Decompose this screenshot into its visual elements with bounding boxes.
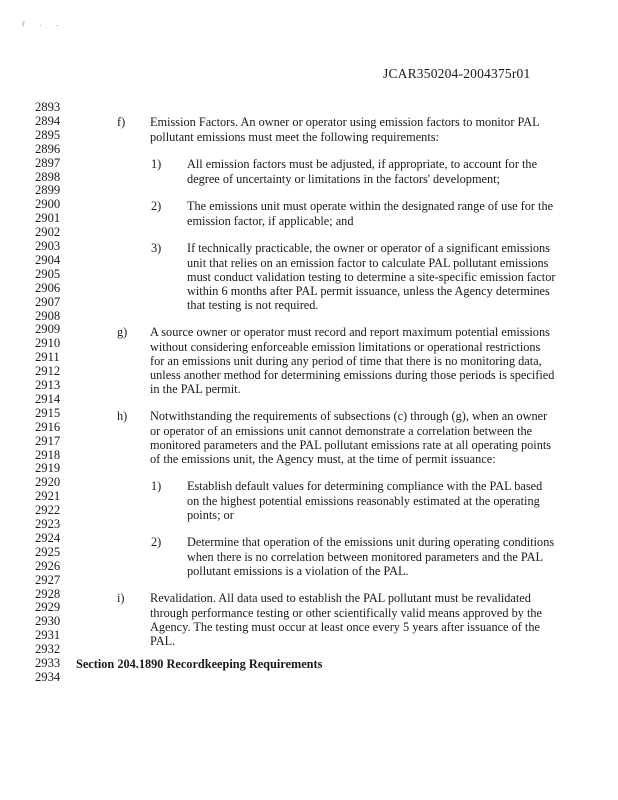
- line-number: 2917: [35, 433, 61, 448]
- subsection-i-line: PAL.: [150, 634, 176, 648]
- line-number: 2932: [35, 642, 61, 657]
- line-number: 2934: [35, 669, 61, 684]
- line-number: 2894: [35, 113, 61, 128]
- item-f3-line: If technically practicable, the owner or operator of a significant emissions: [187, 241, 550, 255]
- item-h2-label: 2): [151, 535, 162, 549]
- line-number: 2896: [35, 141, 61, 156]
- subsection-g-line: A source owner or operator must record and report maximum potential emissions: [150, 325, 550, 339]
- line-number: 2929: [35, 600, 61, 615]
- line-number: 2907: [35, 294, 61, 309]
- line-number: 2910: [35, 336, 61, 351]
- line-number: 2931: [35, 628, 61, 643]
- subsection-f-label: f): [117, 115, 126, 129]
- line-number: 2902: [35, 225, 61, 240]
- line-number: 2895: [35, 127, 61, 142]
- line-number: 2918: [35, 447, 61, 462]
- subsection-i-line: Agency. The testing must occur at least once every 5 years after issuance of the: [150, 620, 540, 634]
- line-number: 2920: [35, 475, 61, 490]
- line-number: 2903: [35, 239, 61, 253]
- item-h1-line: on the highest potential emissions reasonably estimated at the operating: [187, 494, 540, 508]
- document-id: JCAR350204-2004375r01: [383, 66, 531, 81]
- subsection-h-line: of the emissions unit, the Agency must, at the time of permit issuance:: [150, 452, 496, 466]
- line-number: 2925: [35, 544, 61, 559]
- subsection-i-line: through performance testing or other scientifically valid means approved by the: [150, 606, 543, 620]
- line-number: 2921: [35, 489, 61, 504]
- item-h1-line: Establish default values for determining compliance with the PAL based: [187, 479, 543, 493]
- line-number: 2901: [35, 211, 61, 226]
- item-f2-line: The emissions unit must operate within the designated range of use for the: [187, 199, 554, 213]
- line-number: 2906: [35, 280, 61, 295]
- subsection-h-label: h): [117, 409, 128, 423]
- item-f2-line: emission factor, if applicable; and: [187, 214, 354, 228]
- subsection-f-line: Emission Factors. An owner or operator using emission factors to monitor PAL: [150, 115, 540, 129]
- line-number: 2915: [35, 405, 61, 420]
- line-number: 2911: [35, 350, 60, 365]
- line-number: 2922: [35, 503, 61, 518]
- line-number: 2905: [35, 266, 61, 281]
- scan-corner-mark: r . .: [22, 18, 64, 28]
- item-h1-line: points; or: [187, 508, 234, 522]
- line-number: 2897: [35, 155, 61, 170]
- item-h2-line: when there is no correlation between monitored parameters and the PAL: [187, 550, 544, 564]
- line-number: 2930: [35, 614, 61, 629]
- subsection-g-line: for an emissions unit during any period of time that there is no monitoring data,: [150, 354, 542, 368]
- line-number: 2914: [35, 391, 61, 406]
- item-f3-label: 3): [151, 241, 162, 255]
- item-f3-line: must conduct validation testing to determine a site-specific emission factor: [187, 270, 556, 284]
- line-number: 2923: [35, 517, 61, 531]
- line-number: 2908: [35, 308, 61, 323]
- line-number: 2916: [35, 419, 61, 434]
- line-number: 2928: [35, 586, 61, 601]
- subsection-h-line: or operator of an emissions unit cannot demonstrate a correlation between the: [150, 424, 533, 438]
- subsection-i-line: Revalidation. All data used to establish the PAL pollutant must be revalidated: [150, 591, 531, 605]
- line-number: 2912: [35, 364, 61, 379]
- item-f3-line: that testing is not required.: [187, 298, 319, 312]
- subsection-g-line: without considering enforceable emission limitations or operational restrictions: [150, 340, 541, 354]
- subsection-f-line: pollutant emissions must meet the following requirements:: [150, 130, 439, 144]
- line-number: 2927: [35, 572, 61, 587]
- item-h2-line: pollutant emissions is a violation of the PAL.: [187, 564, 409, 578]
- item-f3-line: within 6 months after PAL permit issuance, unless the Agency determines: [187, 284, 550, 298]
- subsection-g-line: in the PAL permit.: [150, 382, 241, 396]
- line-number: 2924: [35, 530, 61, 545]
- line-number: 2893: [35, 100, 61, 114]
- subsection-g-label: g): [117, 325, 128, 339]
- line-number: 2904: [35, 252, 61, 267]
- subsection-h-line: Notwithstanding the requirements of subsections (c) through (g), when an owner: [150, 409, 548, 423]
- item-f1-label: 1): [151, 157, 162, 171]
- subsection-i-label: i): [117, 591, 125, 605]
- item-f2-label: 2): [151, 199, 162, 213]
- subsection-h-line: monitored parameters and the PAL pollutant emissions rate at all operating points: [150, 438, 552, 452]
- line-number: 2899: [35, 183, 61, 198]
- section-heading: Section 204.1890 Recordkeeping Requirements: [76, 657, 323, 671]
- item-h1-label: 1): [151, 479, 162, 493]
- line-number: 2926: [35, 558, 61, 573]
- item-h2-line: Determine that operation of the emissions unit during operating conditions: [187, 535, 555, 549]
- subsection-g-line: unless another method for determining emissions during those periods is specified: [150, 368, 555, 382]
- line-number: 2898: [35, 169, 61, 184]
- line-number: 2909: [35, 322, 61, 337]
- line-number: 2900: [35, 197, 61, 212]
- line-number: 2933: [35, 656, 61, 670]
- item-f1-line: degree of uncertainty or limitations in the factors' development;: [187, 172, 500, 186]
- line-number: 2919: [35, 461, 61, 476]
- item-f1-line: All emission factors must be adjusted, if appropriate, to account for the: [187, 157, 538, 171]
- line-number: 2913: [35, 378, 61, 392]
- item-f3-line: unit that relies on an emission factor to calculate PAL pollutant emissions: [187, 256, 549, 270]
